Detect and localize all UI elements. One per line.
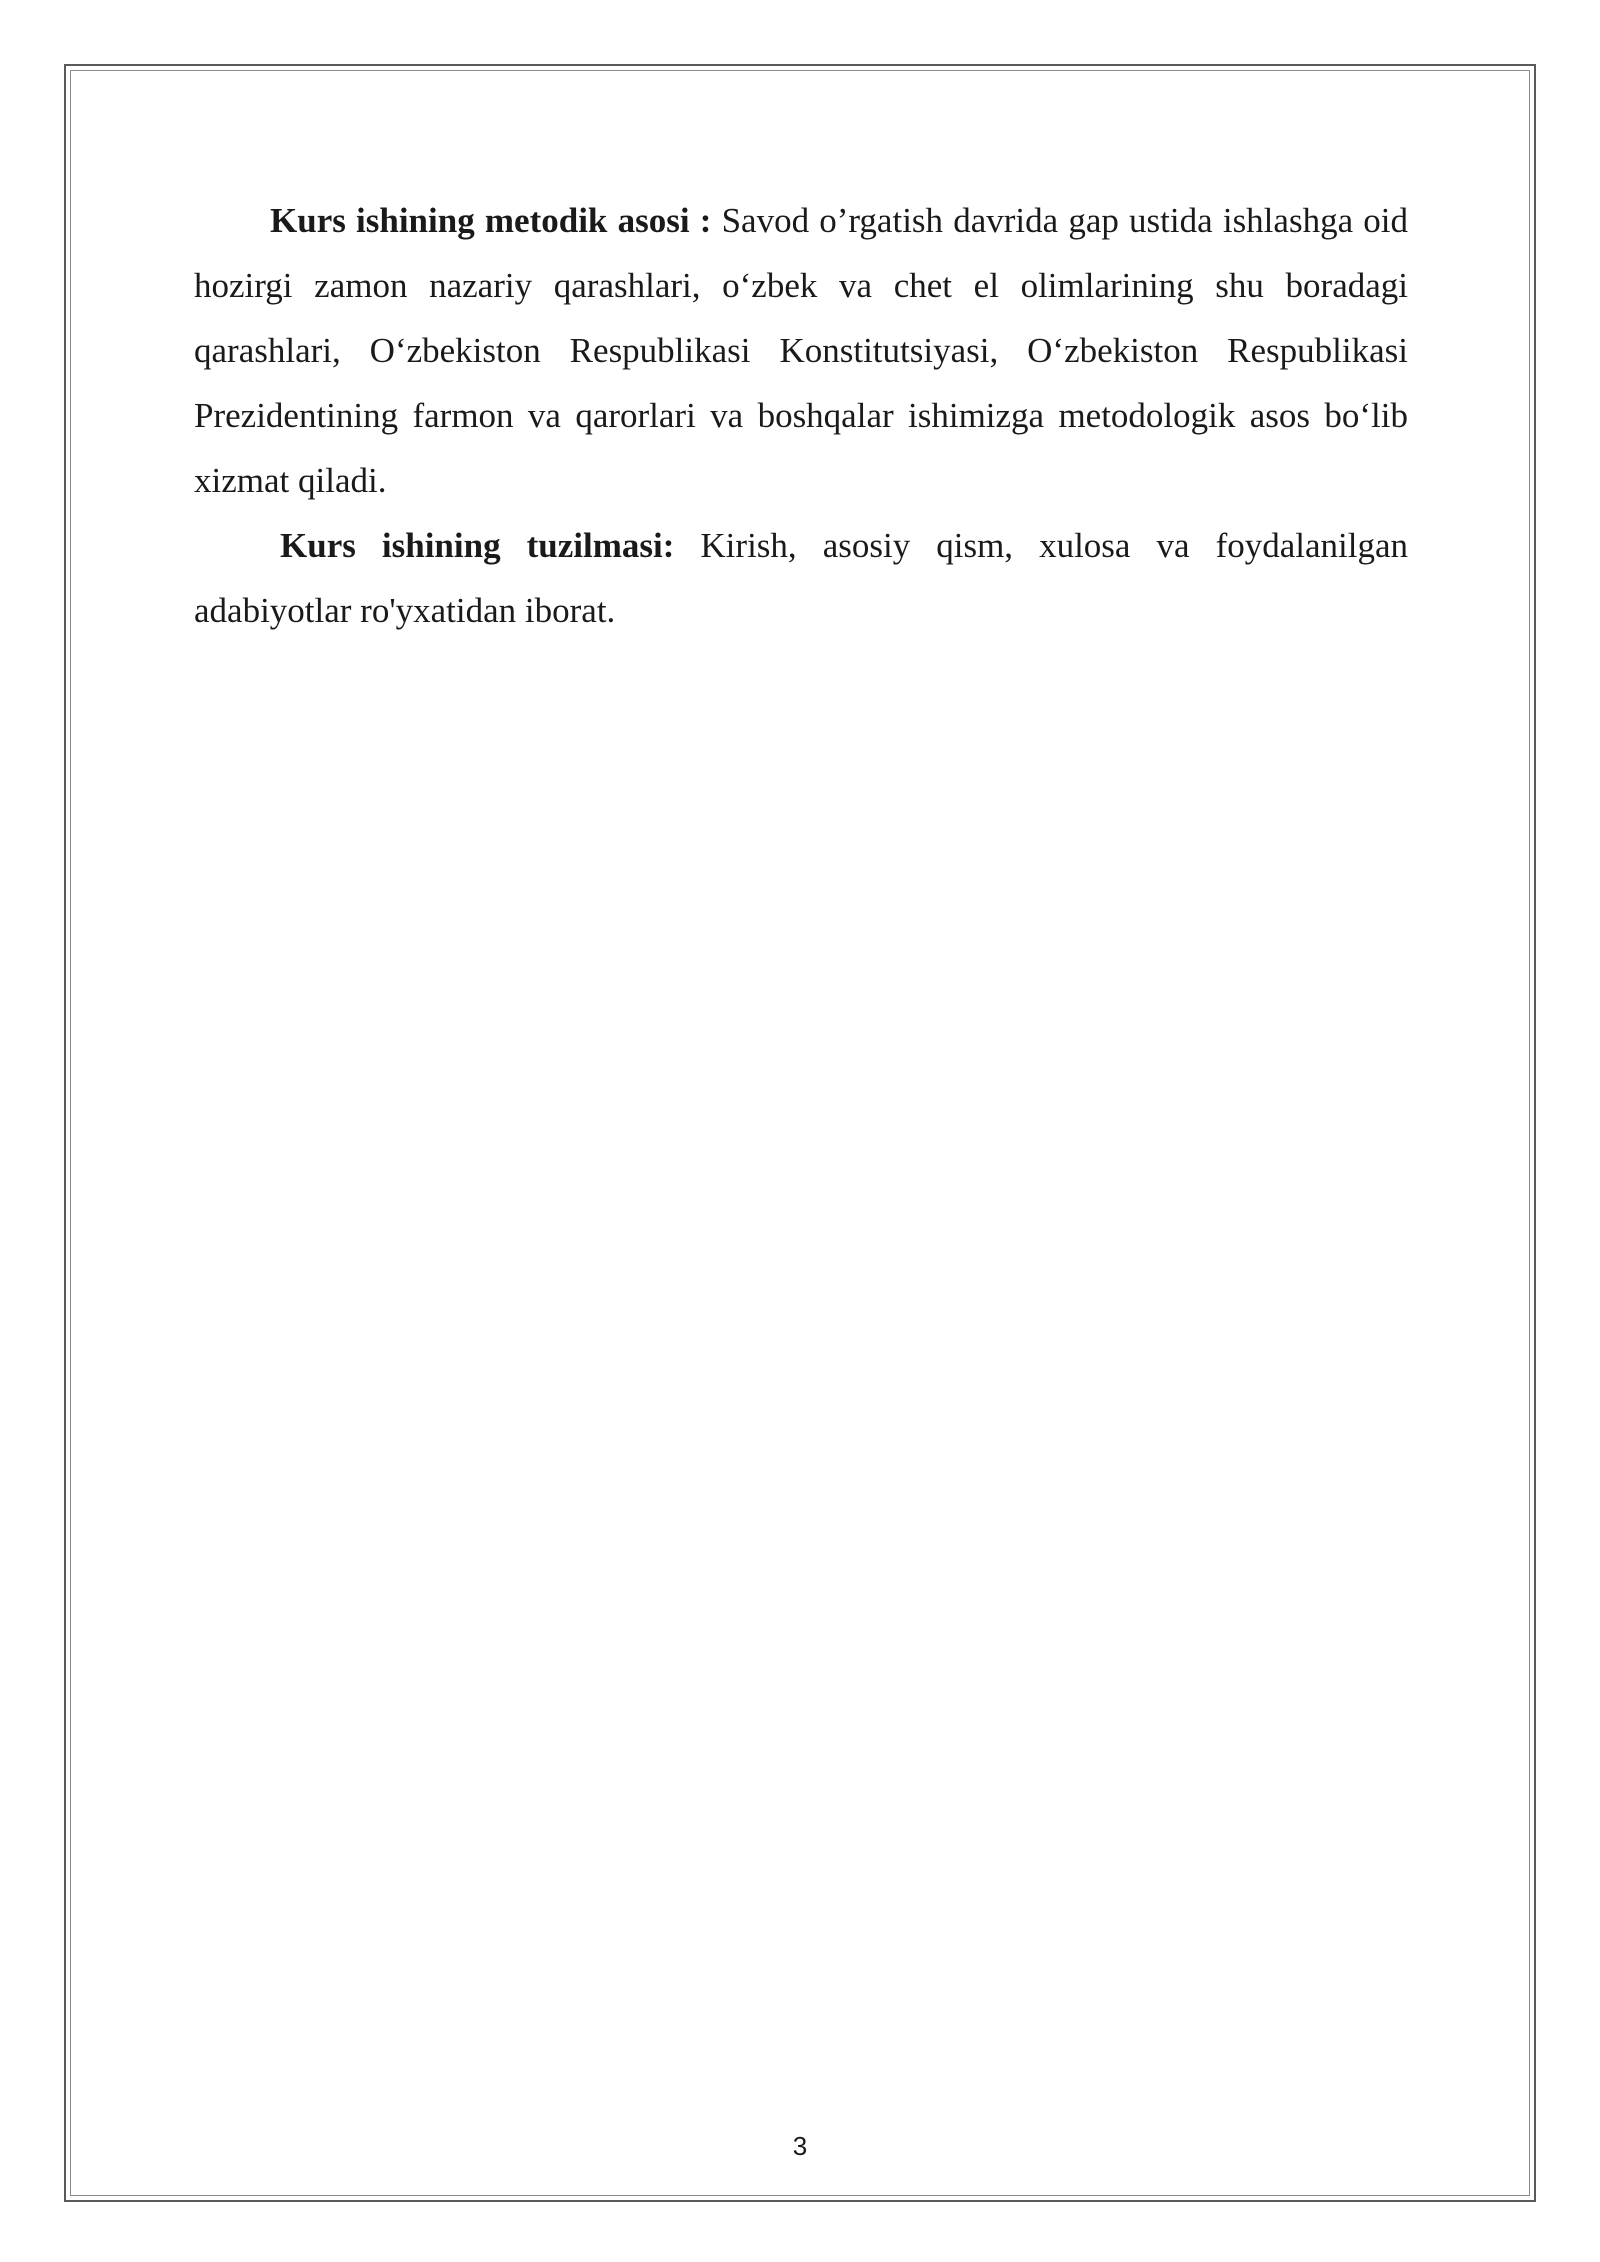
- paragraph-methodology: [194, 188, 1408, 513]
- page-number: 3: [792, 2131, 808, 2161]
- paragraph-structure: [194, 513, 1408, 643]
- paragraph-structure-text: Kirish, asosiy qism, xulosa va foydalanilgan adabiyotlar ro'yxatidan iborat.: [194, 526, 1409, 630]
- page-body: [194, 188, 1408, 643]
- paragraph-methodology-heading: Kurs ishining metodik asosi :: [270, 201, 712, 240]
- paragraph-structure-heading: Kurs ishining tuzilmasi:: [280, 526, 675, 565]
- paragraph-methodology-text: Savod o’rgatish davrida gap ustida ishlashga oid hozirgi zamon nazariy qarashlari, o‘zbek va chet el olimlarining shu boradagi qarashlari, O‘zbekiston Respublikasi Konstitutsiyasi, O‘zbekiston Respublikasi Prezidentining farmon va qarorlari va boshqalar ishimizga metodologik asos bo‘lib xizmat qiladi.: [194, 201, 1409, 500]
